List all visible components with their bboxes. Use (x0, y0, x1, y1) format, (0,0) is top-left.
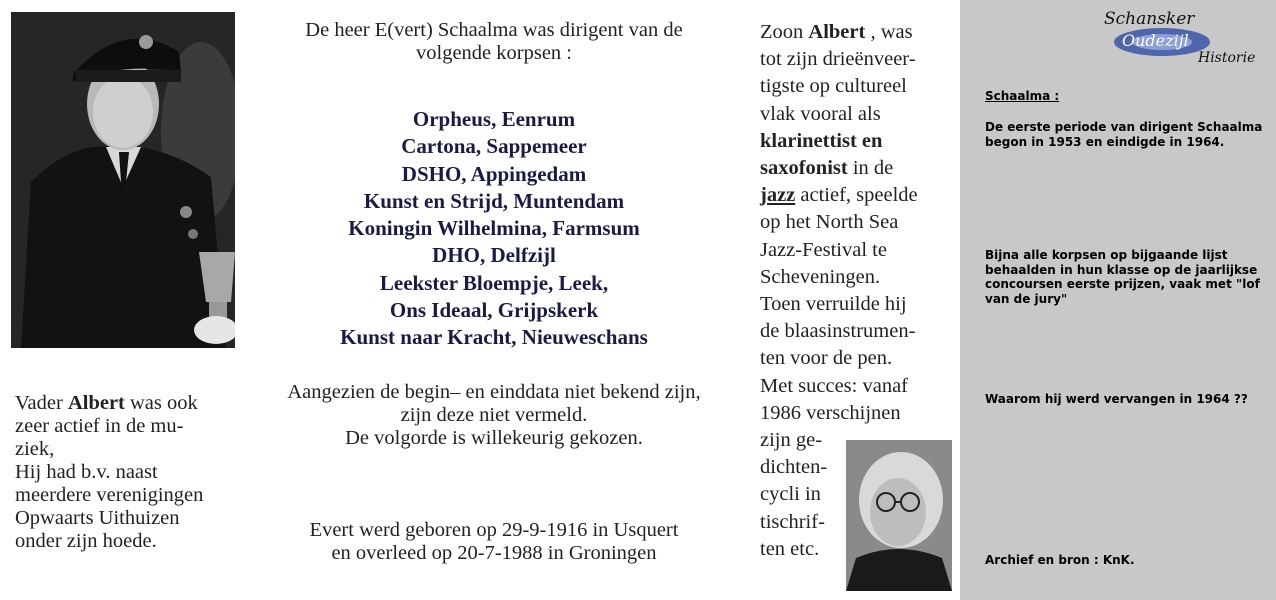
intro-line-1: De heer E(vert) Schaalma was dirigent van de (305, 19, 683, 41)
father-line: Opwaarts Uithuizen (15, 507, 180, 529)
logo-icon (1100, 4, 1270, 66)
son-line: 1986 verschijnen (760, 401, 901, 424)
corps-item: Kunst naar Kracht, Nieuweschans (340, 325, 648, 350)
intro-line-2: volgende korpsen : (416, 42, 572, 64)
sidebar (960, 0, 1276, 600)
father-line: ziek, (15, 438, 55, 460)
logo-text-2: Oudezijl (1122, 31, 1189, 50)
son-line: tigste op cultureel (760, 75, 907, 98)
note-line-2: zijn deze niet vermeld. (400, 404, 588, 426)
sidebar-source: Archief en bron : KnK. (985, 553, 1135, 567)
corps-list (262, 106, 726, 352)
logo-text-3: Historie (1198, 50, 1256, 66)
photo-evert-schaalma (11, 12, 235, 348)
father-text-part: Vader (15, 392, 68, 414)
son-line: ten voor de pen. (760, 347, 893, 370)
sidebar-paragraph-2: Bijna alle korpsen op bijgaande lijst behaalden in hun klasse op de jaarlijkse concoursen eerste prijzen, vaak met "lof van de jury" (985, 248, 1260, 306)
sidebar-heading: Schaalma : (985, 89, 1060, 103)
photo-albert-schaalma (846, 440, 952, 591)
note-line-3: De volgorde is willekeurig gekozen. (345, 427, 643, 449)
son-text-part: in de (847, 157, 894, 180)
son-instrument: klarinettist en (760, 129, 883, 152)
son-line: Scheveningen. (760, 265, 881, 288)
father-line: meerdere verenigingen (15, 484, 204, 506)
logo-text-1: Schansker (1104, 9, 1195, 29)
son-line: Met succes: vanaf (760, 374, 908, 397)
corps-item: Leekster Bloempje, Leek, (379, 270, 609, 295)
son-instrument: saxofonist (760, 157, 848, 180)
son-text-part: actief, speelde (795, 184, 918, 207)
corps-item: Cartona, Sappemeer (401, 134, 587, 159)
son-line: Toen verruilde hij (760, 293, 907, 316)
son-name: Albert (808, 21, 866, 43)
father-line: onder zijn hoede. (15, 530, 157, 552)
son-line: zijn ge- (760, 429, 823, 452)
father-name: Albert (67, 392, 125, 414)
son-line: cycli in (760, 483, 821, 506)
son-line: de blaasinstrumen- (760, 320, 916, 343)
corps-item: Kunst en Strijd, Muntendam (363, 188, 625, 213)
son-line: dichten- (760, 456, 828, 479)
son-line: op het North Sea (760, 211, 899, 234)
dates-note (248, 381, 740, 450)
schansker-oudezijl-historie-logo (1100, 4, 1270, 66)
birth-line: Evert werd geboren op 29-9-1916 in Usquert (309, 519, 679, 541)
corps-item: DSHO, Appingedam (401, 161, 587, 186)
son-line: tot zijn drieënveer- (760, 48, 916, 71)
son-line: ten etc. (760, 537, 820, 560)
corps-item: DHO, Delfzijl (432, 243, 556, 268)
intro-text (262, 19, 726, 65)
father-line: zeer actief in de mu- (15, 415, 184, 437)
portrait-illustration (846, 440, 952, 591)
father-text (15, 392, 250, 553)
death-line: en overleed op 20-7-1988 in Groningen (331, 542, 657, 564)
son-text-part: , was (865, 21, 913, 43)
corps-item: Koningin Wilhelmina, Farmsum (348, 216, 640, 241)
father-text-part: was ook (124, 392, 198, 414)
father-line: Hij had b.v. naast (15, 461, 158, 483)
corps-item: Ons Ideaal, Grijpskerk (389, 298, 599, 323)
sidebar-paragraph-1: De eerste periode van dirigent Schaalma begon in 1953 en eindigde in 1964. (985, 120, 1263, 149)
note-line-1: Aangezien de begin– en einddata niet bekend zijn, (287, 381, 701, 403)
corps-item: Orpheus, Eenrum (412, 107, 576, 131)
jazz-link[interactable]: jazz (760, 184, 796, 207)
son-line: vlak vooral als (760, 102, 881, 125)
sidebar-paragraph-3: Waarom hij werd vervangen in 1964 ?? (985, 392, 1248, 406)
son-line: Jazz-Festival te (760, 238, 887, 261)
son-text-part: Zoon (760, 21, 809, 43)
birth-death-text (260, 519, 728, 565)
uniform-portrait-illustration (11, 12, 235, 348)
son-line: tischrif- (760, 510, 825, 533)
